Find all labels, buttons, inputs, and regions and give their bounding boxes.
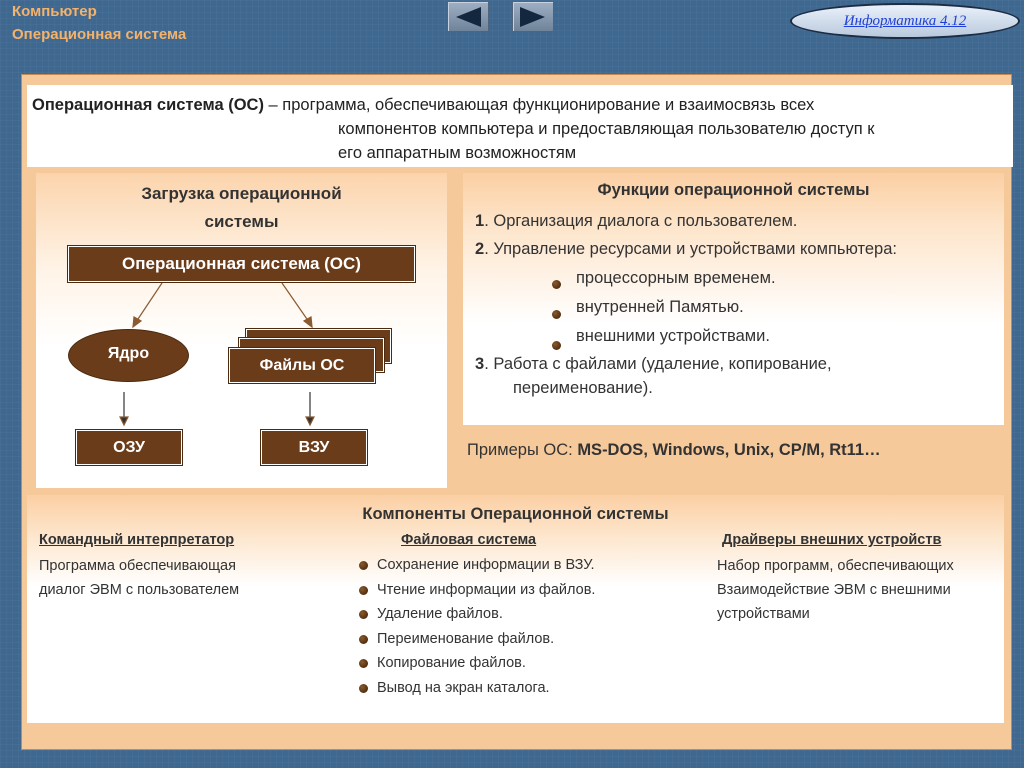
kernel-node: Ядро bbox=[68, 329, 189, 382]
file-system-heading: Файловая система bbox=[401, 532, 537, 548]
bullet-icon bbox=[359, 659, 368, 668]
os-loading-title-line-1: Загрузка операционной bbox=[141, 184, 342, 203]
function-item-1 bbox=[475, 212, 797, 231]
arrowhead-kernel bbox=[133, 317, 141, 327]
bullet-icon bbox=[359, 610, 368, 619]
arrow-os-to-files bbox=[282, 283, 309, 322]
bullet-icon bbox=[359, 684, 368, 693]
definition-term: Операционная система (ОС) bbox=[32, 96, 264, 114]
function-item-3 bbox=[475, 355, 832, 374]
function-item-1-text: . Организация диалога с пользователем. bbox=[484, 212, 798, 230]
function-subitem-2: внутренней Памятью. bbox=[576, 298, 744, 316]
device-drivers-heading: Драйверы внешних устройств bbox=[722, 532, 942, 548]
bullet-icon bbox=[359, 586, 368, 595]
function-item-1-number: 1 bbox=[475, 212, 485, 230]
function-item-2-text: . Управление ресурсами и устройствами компьютера: bbox=[484, 240, 897, 258]
function-subitem-3: внешними устройствами. bbox=[576, 327, 770, 345]
file-system-item: Сохранение информации в ВЗУ. bbox=[377, 557, 595, 573]
os-files-node: Файлы ОС bbox=[229, 348, 375, 383]
function-item-3-continuation: переименование). bbox=[513, 379, 653, 397]
os-node: Операционная система (ОС) bbox=[68, 246, 415, 282]
file-system-item: Переименование файлов. bbox=[377, 631, 555, 647]
command-interpreter-heading: Командный интерпретатор bbox=[39, 532, 235, 548]
file-system-item: Вывод на экран каталога. bbox=[377, 680, 550, 696]
os-loading-title-line-2: системы bbox=[204, 212, 279, 231]
device-drivers-description bbox=[717, 554, 954, 626]
os-examples-label: Примеры ОС: bbox=[467, 441, 578, 459]
course-link-badge[interactable]: Информатика 4.12 bbox=[790, 3, 1020, 39]
definition-line-1: – программа, обеспечивающая функционирование и взаимосвязь всех bbox=[263, 96, 815, 114]
bullet-icon bbox=[359, 635, 368, 644]
os-functions-title: Функции операционной системы bbox=[597, 181, 870, 199]
bullet-icon bbox=[552, 280, 561, 289]
device-drivers-line: устройствами bbox=[717, 606, 810, 622]
function-item-3-number: 3 bbox=[475, 355, 485, 373]
os-examples bbox=[467, 441, 881, 460]
external-storage-node: ВЗУ bbox=[261, 430, 367, 465]
slide-section-title: Компьютер bbox=[12, 3, 97, 20]
command-interpreter-description bbox=[39, 554, 239, 602]
os-components-title: Компоненты Операционной системы bbox=[362, 505, 669, 523]
bullet-icon bbox=[552, 310, 561, 319]
definition-line-3: его аппаратным возможностям bbox=[338, 144, 577, 162]
slide-topic-title: Операционная система bbox=[12, 26, 187, 43]
arrowhead-ram bbox=[120, 417, 128, 425]
arrowhead-files bbox=[304, 317, 312, 327]
arrowhead-ext bbox=[306, 417, 314, 425]
file-system-item: Копирование файлов. bbox=[377, 655, 526, 671]
function-item-2-number: 2 bbox=[475, 240, 485, 258]
definition-line-2: компонентов компьютера и предоставляющая пользователю доступ к bbox=[338, 120, 875, 138]
device-drivers-line: Взаимодействие ЭВМ с внешними bbox=[717, 582, 951, 598]
command-interpreter-line: Программа обеспечивающая bbox=[39, 558, 236, 574]
function-item-2 bbox=[475, 240, 897, 259]
function-item-3-text: . Работа с файлами (удаление, копирование, bbox=[484, 355, 832, 373]
device-drivers-line: Набор программ, обеспечивающих bbox=[717, 558, 954, 574]
file-system-item: Удаление файлов. bbox=[377, 606, 503, 622]
file-system-item: Чтение информации из файлов. bbox=[377, 582, 596, 598]
bullet-icon bbox=[552, 341, 561, 350]
os-examples-list: MS-DOS, Windows, Unix, CP/M, Rt11… bbox=[577, 441, 881, 459]
ram-node: ОЗУ bbox=[76, 430, 182, 465]
command-interpreter-line: диалог ЭВМ с пользователем bbox=[39, 582, 240, 598]
bullet-icon bbox=[359, 561, 368, 570]
arrow-os-to-kernel bbox=[136, 283, 162, 322]
function-subitem-1: процессорным временем. bbox=[576, 269, 776, 287]
